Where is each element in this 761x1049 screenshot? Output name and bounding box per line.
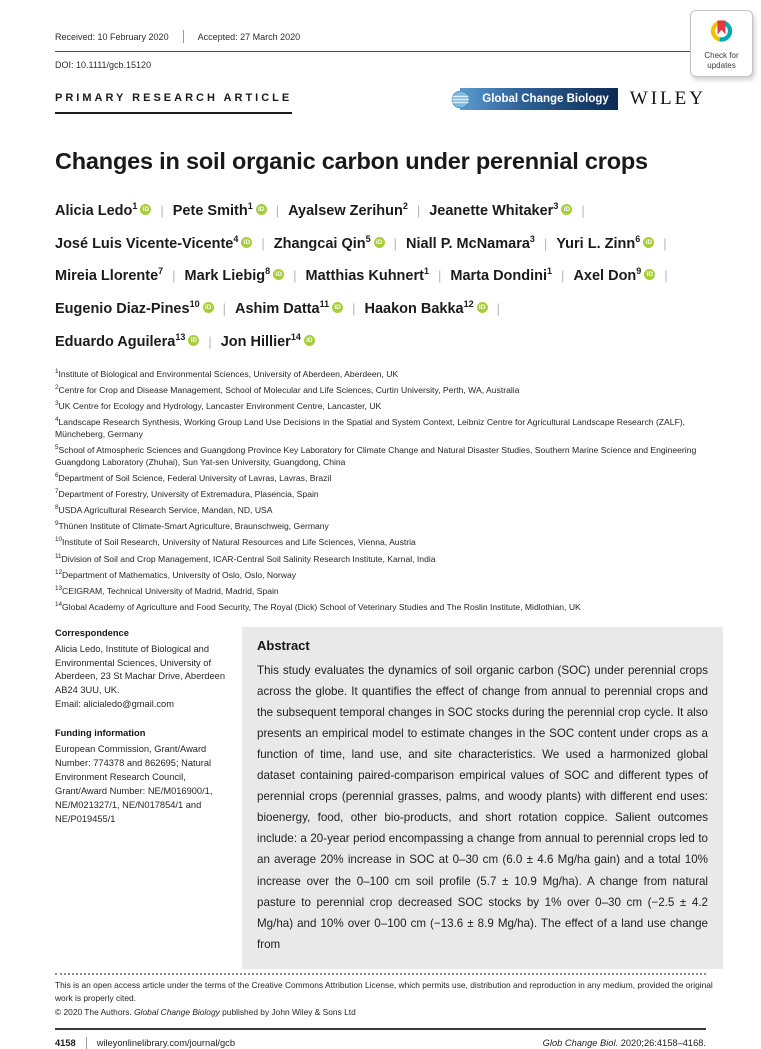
journal-banner-label: Global Change Biology bbox=[482, 93, 609, 105]
abstract-heading: Abstract bbox=[257, 637, 310, 653]
funding-block bbox=[55, 727, 226, 827]
author-name: Pete Smith$^1$ iD bbox=[173, 203, 267, 219]
journal-url-link[interactable]: wileyonlinelibrary.com/journal/gcb bbox=[96, 1038, 235, 1049]
received-accepted-row bbox=[55, 30, 690, 52]
author-name: Marta Dondini$^1$ bbox=[450, 266, 553, 285]
doi: DOI: 10.1111/gcb.15120 bbox=[55, 60, 152, 70]
author-separator: | bbox=[160, 202, 164, 218]
affiliation-item: $^6$Department of Soil Science, Federal University of Lavras, Lavras, Brazil bbox=[55, 472, 332, 484]
footer-divider bbox=[86, 1037, 87, 1049]
left-column bbox=[55, 627, 242, 969]
abstract-box bbox=[242, 627, 723, 969]
funding-text: European Commission, Grant/Award Number: 774378 and 862695; Natural Environment Research Council, Grant/Award Number: NE/M016900/1, NE/M021327/1, NE/N017854/1 and NE/P019455/1 bbox=[55, 744, 213, 824]
check-for-updates-label: Check for updates bbox=[704, 51, 739, 70]
author-name: Ashim Datta$^{11}$ iD bbox=[235, 301, 343, 317]
license-line1: This is an open access article under the terms of the Creative Commons Attribution License, which permits use, distribution and reproduction in any medium, provided the original work is properly cited. bbox=[55, 979, 713, 1004]
author-name: Zhangcai Qin$^5$ iD bbox=[274, 236, 385, 252]
author-separator: | bbox=[352, 301, 356, 317]
orcid-icon[interactable]: iD bbox=[273, 269, 284, 280]
affiliation-item: $^{10}$Institute of Soil Research, University of Natural Resources and Life Sciences, Vienna, Austria bbox=[55, 536, 416, 548]
affiliation-list bbox=[55, 368, 710, 613]
abstract-text: This study evaluates the dynamics of soil organic carbon (SOC) under perennial crops across the globe. It quantifies the effect of change from annual to perennial crops and the subsequent temporal changes in SOC stocks during the perennial crop cycle. It also presents an empirical model to estimate changes in the SOC content under crops as a function of time, land use, and site characteristics. We used a harmonized global dataset containing paired-comparison empirical values of SOC and different types of perennial crops (perennial grasses, palms, and woody plants) with different end uses: bioenergy, food, other bio-products, and short rotation coppice. Salient outcomes include: a 20-year period encompassing a change from annual to perennial crops led to an average 20% increase in SOC at 0–30 cm (6.0 ± 4.6 Mg/ha gain) and a total 10% increase over the 0–100 cm soil profile (5.7 ± 10.9 Mg/ha). A change from natural pasture to perennial crop decreased SOC stocks by 1% over 0–30 cm (−2.5 ± 4.2 Mg/ha) and 10% over 0–100 cm (−13.6 ± 8.9 Mg/ha). The effect of a land use change from bbox=[257, 663, 708, 951]
citation: Glob Change Biol. 2020;26:4158–4168. bbox=[542, 1038, 706, 1049]
author-separator: | bbox=[561, 268, 565, 284]
author-name: Jeanette Whitaker$^3$ iD bbox=[429, 203, 572, 219]
author-separator: | bbox=[664, 268, 668, 284]
affiliation-item: $^{13}$CEIGRAM, Technical University of Madrid, Madrid, Spain bbox=[55, 584, 279, 596]
author-separator: | bbox=[437, 268, 442, 284]
globe-icon bbox=[451, 90, 470, 109]
correspondence-abstract-section bbox=[55, 627, 706, 969]
dotted-separator bbox=[55, 973, 706, 975]
author-line bbox=[55, 295, 706, 319]
journal-banner bbox=[460, 88, 618, 110]
author-line bbox=[55, 328, 706, 352]
affiliation-item: $^8$USDA Agricultural Research Service, Mandan, ND, USA bbox=[55, 504, 273, 516]
affiliation-item: $^5$School of Atmospheric Sciences and Guangdong Province Key Laboratory for Climate Change and Natural Disaster Studies, Southern Marine Science and Engineering Guangdong Laboratory (Zhuhai), Sun Yat-sen University, Guangdong, China bbox=[55, 444, 697, 468]
accepted-date: Accepted: 27 March 2020 bbox=[197, 31, 301, 42]
author-name: Jon Hillier$^{14}$ iD bbox=[221, 334, 315, 350]
author-name: Yuri L. Zinn$^6$ iD bbox=[556, 236, 654, 252]
page-number: 4158 bbox=[55, 1038, 76, 1049]
orcid-icon[interactable]: iD bbox=[203, 302, 214, 313]
funding-heading: Funding information bbox=[55, 728, 146, 739]
author-name: Eugenio Diaz-Pines$^{10}$ iD bbox=[55, 301, 214, 317]
orcid-icon[interactable]: iD bbox=[140, 204, 151, 215]
affiliation-item: $^7$Department of Forestry, University of Extremadura, Plasencia, Spain bbox=[55, 488, 319, 500]
orcid-icon[interactable]: iD bbox=[304, 335, 315, 346]
author-separator: | bbox=[543, 235, 548, 251]
author-name: Mireia Llorente$^7$ bbox=[55, 266, 164, 285]
page-title: Changes in soil organic carbon under perennial crops bbox=[55, 148, 648, 174]
author-line bbox=[55, 197, 706, 221]
affiliation-item: $^4$Landscape Research Synthesis, Working Group Land Use Decisions in the Spatial and System Context, Leibniz Centre for Agricultural Landscape Research (ZALF), Müncheberg, Germany bbox=[55, 416, 686, 440]
affiliation-item: $^{11}$Division of Soil and Crop Management, ICAR-Central Soil Salinity Research Institute, Karnal, India bbox=[55, 552, 436, 564]
affiliation-item: $^2$Centre for Crop and Disease Management, School of Molecular and Life Sciences, Curtin University, Perth, WA, Australia bbox=[55, 384, 520, 396]
author-separator: | bbox=[416, 202, 421, 218]
affiliation-item: $^1$Institute of Biological and Environmental Sciences, University of Aberdeen, Aberdeen, UK bbox=[55, 368, 399, 380]
orcid-icon[interactable]: iD bbox=[188, 335, 199, 346]
license-note bbox=[55, 979, 715, 1019]
author-name: Haakon Bakka$^{12}$ iD bbox=[364, 301, 487, 317]
orcid-icon[interactable]: iD bbox=[561, 204, 572, 215]
author-separator: | bbox=[496, 301, 501, 317]
author-separator: | bbox=[261, 235, 265, 251]
author-name: José Luis Vicente-Vicente$^4$ iD bbox=[55, 236, 252, 252]
orcid-icon[interactable]: iD bbox=[256, 204, 267, 215]
author-line bbox=[55, 263, 706, 287]
author-list bbox=[55, 197, 706, 352]
wiley-logo: WILEY bbox=[629, 88, 706, 109]
author-separator: | bbox=[581, 202, 585, 218]
author-name: Mark Liebig$^8$ iD bbox=[185, 268, 285, 284]
author-separator: | bbox=[293, 268, 297, 284]
affiliation-item: $^3$UK Centre for Ecology and Hydrology, Lancaster Environment Centre, Lancaster, UK bbox=[55, 400, 382, 412]
journal-marks bbox=[460, 88, 706, 114]
author-name: Ayalsew Zerihun$^2$ bbox=[288, 201, 408, 219]
orcid-icon[interactable]: iD bbox=[241, 237, 252, 248]
correspondence-email: Email: alicialedo@gmail.com bbox=[55, 699, 174, 710]
article-type-row bbox=[55, 88, 706, 114]
affiliation-item: $^9$Thünen Institute of Climate-Smart Agriculture, Braunschweig, Germany bbox=[55, 520, 329, 532]
check-for-updates-button[interactable] bbox=[690, 10, 753, 77]
affiliation-item: $^{14}$Global Academy of Agriculture and Food Security, The Royal (Dick) School of Veterinary Studies and The Roslin Institute, Midlothian, UK bbox=[55, 600, 581, 612]
received-date: Received: 10 February 2020 bbox=[55, 31, 169, 42]
author-line bbox=[55, 230, 706, 254]
affiliation-item: $^{12}$Department of Mathematics, University of Oslo, Oslo, Norway bbox=[55, 568, 297, 580]
orcid-icon[interactable]: iD bbox=[644, 269, 655, 280]
author-separator: | bbox=[172, 268, 176, 284]
author-separator: | bbox=[275, 202, 280, 218]
check-for-updates-icon bbox=[708, 17, 735, 44]
author-name: Matthias Kuhnert$^1$ bbox=[305, 266, 429, 285]
license-line2: © 2020 The Authors. Global Change Biology published by John Wiley & Sons Ltd bbox=[55, 1006, 356, 1017]
orcid-icon[interactable]: iD bbox=[374, 237, 385, 248]
author-name: Alicia Ledo$^1$ iD bbox=[55, 203, 151, 219]
header-divider bbox=[183, 30, 184, 43]
orcid-icon[interactable]: iD bbox=[643, 237, 654, 248]
author-separator: | bbox=[663, 235, 667, 251]
author-separator: | bbox=[393, 235, 398, 251]
orcid-icon[interactable]: iD bbox=[332, 302, 343, 313]
author-separator: | bbox=[208, 334, 212, 350]
correspondence-heading: Correspondence bbox=[55, 627, 129, 638]
orcid-icon[interactable]: iD bbox=[477, 302, 488, 313]
correspondence-block bbox=[55, 627, 226, 713]
footer bbox=[55, 1030, 706, 1049]
author-name: Axel Don$^9$ iD bbox=[573, 268, 655, 284]
correspondence-address: Alicia Ledo, Institute of Biological and Environmental Sciences, University of Aberdeen, 23 St Machar Drive, Aberdeen AB24 3UU, UK. bbox=[55, 643, 226, 696]
author-name: Niall P. McNamara$^3$ bbox=[406, 233, 535, 252]
author-name: Eduardo Aguilera$^{13}$ iD bbox=[55, 334, 199, 350]
author-separator: | bbox=[222, 301, 226, 317]
article-type-label: PRIMARY RESEARCH ARTICLE bbox=[55, 92, 292, 114]
